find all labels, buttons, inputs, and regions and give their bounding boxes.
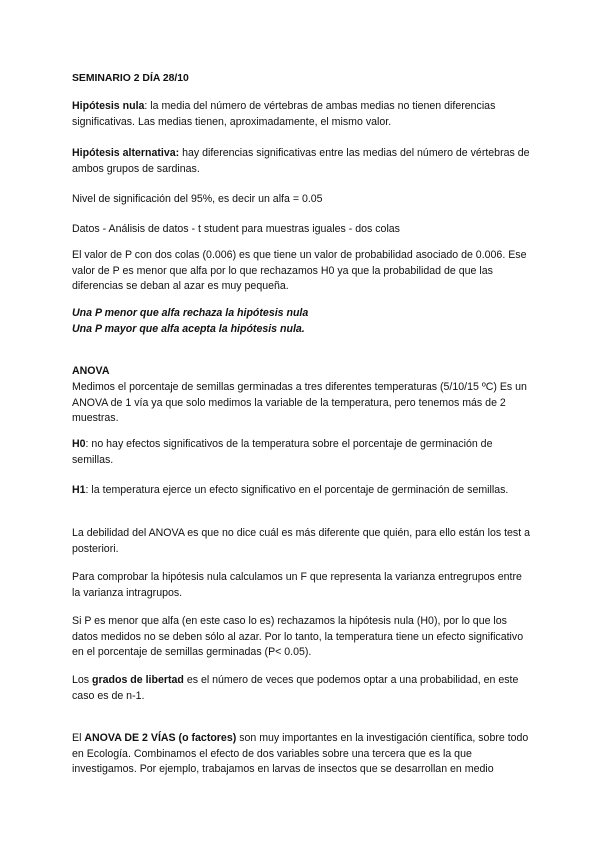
h1-paragraph	[72, 483, 532, 499]
alt-hypothesis-text: hay diferencias significativas entre las medias del número de vértebras de ambos grupos de sardinas.	[72, 147, 530, 175]
degrees-of-freedom-paragraph: Los grados de libertad es el número de veces que podemos optar a una probabilidad, en este caso es de n-1.	[72, 674, 519, 702]
null-hypothesis-paragraph	[72, 99, 532, 130]
significance-level-paragraph: Nivel de significación del 95%, es decir un alfa = 0.05	[72, 193, 323, 205]
p-value-paragraph: El valor de P con dos colas (0.006) es que tiene un valor de probabilidad asociado de 0.006. Ese valor de P es menor que alfa por lo que rechazamos H0 ya que la probabilidad de que las diferencias se deban al azar es muy pequeña.	[72, 249, 527, 293]
p-alpha-conclusion-paragraph: Si P es menor que alfa (en este caso lo es) rechazamos la hipótesis nula (H0), por lo que los datos medidos no se deben sólo al azar. Por lo tanto, la temperatura tiene un efecto significativo en el porcentaje de semillas germinadas (P< 0.05).	[72, 615, 524, 659]
h0-paragraph	[72, 437, 532, 468]
rule-accept: Una P mayor que alfa acepta la hipótesis nula.	[72, 323, 305, 335]
anova-weakness-paragraph: La debilidad del ANOVA es que no dice cuál es más diferente que quién, para ello están los test a posteriori.	[72, 527, 530, 555]
degrees-of-freedom-term: grados de libertad	[92, 674, 184, 686]
rule-reject: Una P menor que alfa rechaza la hipótesis nula	[72, 307, 309, 319]
anova-heading: ANOVA	[72, 365, 110, 377]
two-way-anova-term: ANOVA DE 2 VÍAS (o factores)	[84, 732, 237, 744]
h1-text: : la temperatura ejerce un efecto significativo en el porcentaje de germinación de semillas.	[85, 484, 509, 496]
h0-label: H0	[72, 438, 86, 450]
anova-intro-paragraph: Medimos el porcentaje de semillas germinadas a tres diferentes temperaturas (5/10/15 ºC) Es un ANOVA de 1 vía ya que solo medimos la variable de la temperatura, pero tenemos más de 2 muestras.	[72, 381, 527, 425]
document-title: SEMINARIO 2 DÍA 28/10	[72, 73, 189, 84]
data-analysis-path: Datos - Análisis de datos - t student para muestras iguales - dos colas	[72, 223, 400, 235]
h0-text: : no hay efectos significativos de la temperatura sobre el porcentaje de germinación de semillas.	[72, 438, 493, 466]
alt-hypothesis-paragraph	[72, 146, 532, 177]
h1-label: H1	[72, 484, 86, 496]
alt-hypothesis-label: Hipótesis alternativa:	[72, 147, 180, 159]
null-hypothesis-text: : la media del número de vértebras de ambas medias no tienen diferencias significativas. Las medias tienen, aproximadamente, el mismo valor.	[72, 100, 496, 128]
f-statistic-paragraph: Para comprobar la hipótesis nula calculamos un F que representa la varianza entregrupos entre la varianza intragrupos.	[72, 571, 522, 599]
two-way-anova-paragraph: El ANOVA DE 2 VÍAS (o factores) son muy importantes en la investigación científica, sobre todo en Ecología. Combinamos el efecto de dos variables sobre una tercera que es la que investigamos. Por ejemplo, trabajamos en larvas de insectos que se desarrollan en medio	[72, 732, 529, 776]
null-hypothesis-label: Hipótesis nula	[72, 100, 145, 112]
